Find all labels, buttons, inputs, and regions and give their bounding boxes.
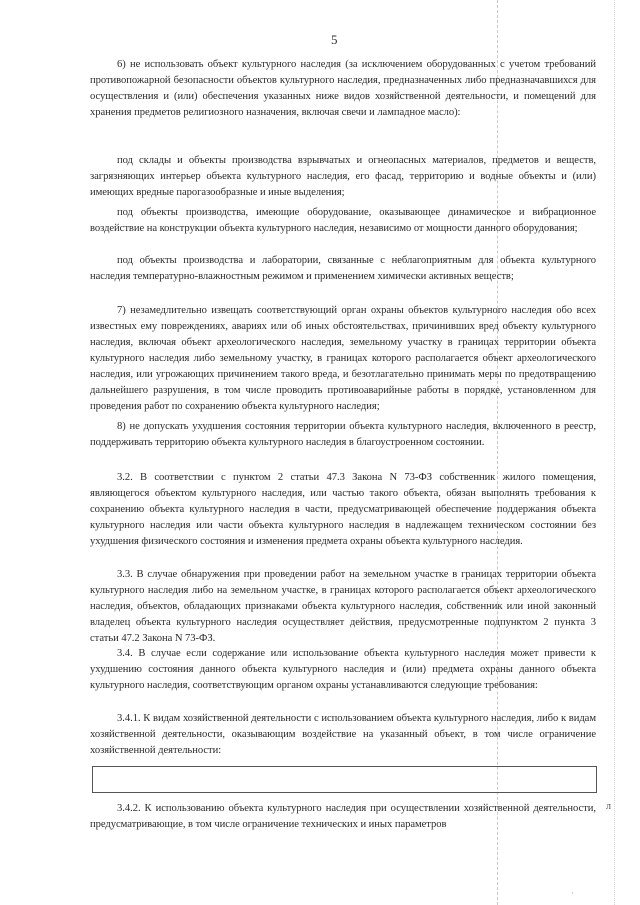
scan-dot-mark: · [571, 889, 574, 898]
restriction-text-field[interactable] [92, 766, 597, 793]
paragraph-production-objects: под объекты производства, имеющие оборудование, оказывающее динамическое и вибрационное воздействие на конструкции объекта культурного наследия, независимо от мощности данного оборудования; [90, 207, 596, 234]
paragraph-3-4-1: 3.4.1. К видам хозяйственной деятельности с использованием объекта культурного наследия, либо к видам хозяйственной деятельности, оказывающим воздействие на указанный объект, в том числе ограничение хозяйственной деятельности: [90, 713, 596, 756]
paragraph-3-4-2: 3.4.2. К использованию объекта культурного наследия при осуществлении хозяйственной деятельности, предусматривающие, в том числе ограничение технических и иных параметров [90, 803, 596, 830]
margin-mark: л [606, 801, 611, 812]
paragraph-3-3: 3.3. В случае обнаружения при проведении работ на земельном участке в границах территории объекта культурного наследия либо на земельном участке, в границах которого располагается объект археологического наследия, объектов, обладающих признаками объекта культурного наследия, собственник или иной законный владелец объекта культурного наследия осуществляет действия, предусмотренные подпунктом 2 пункта 3 статьи 47.2 Закона N 73-ФЗ. [90, 569, 596, 644]
paragraph-item-6: 6) не использовать объект культурного наследия (за исключением оборудованных с учетом требований противопожарной безопасности объектов культурного наследия, предназначенных либо предназначавшихся для осуществления и (или) обеспечения указанных ниже видов хозяйственной деятельности, и помещений для хранения предметов религиозного назначения, включая свечи и лампадное масло): [90, 59, 596, 118]
paragraph-3-2: 3.2. В соответствии с пунктом 2 статьи 47.3 Закона N 73-ФЗ собственник жилого помещения, являющегося объектом культурного наследия, или частью такого объекта, обязан выполнять требования к сохранению объекта культурного наследия в части, предусматривающей обеспечение поддержания объекта культурного наследия или части объекта культурного наследия в надлежащем техническом состоянии без ухудшения физического состояния и изменения предмета охраны объекта культурного наследия. [90, 472, 596, 547]
page-number: 5 [331, 32, 338, 47]
scan-edge-line [614, 0, 615, 905]
paragraph-warehouses: под склады и объекты производства взрывчатых и огнеопасных материалов, предметов и веществ, загрязняющих интерьер объекта культурного наследия, его фасад, территорию и водные объекты и (или) имеющих вредные парогазообразные и иные выделения; [90, 155, 596, 198]
paragraph-item-7: 7) незамедлительно извещать соответствующий орган охраны объектов культурного наследия обо всех известных ему повреждениях, авариях или об иных обстоятельствах, причинивших вред объекту культурного наследия, включая объект археологического наследия, земельному участку в границах территории объекта культурного наследия либо земельному участку, в границах которого располагается объект археологического наследия, или угрожающих причинением такого вреда, и безотлагательно принимать меры по предотвращению дальнейшего разрушения, в том числе проводить противоаварийные работы в порядке, установленном для проведения работ по сохранению объекта культурного наследия; [90, 305, 596, 412]
paragraph-item-8: 8) не допускать ухудшения состояния территории объекта культурного наследия, включенного в реестр, поддерживать территорию объекта культурного наследия в благоустроенном состоянии. [90, 421, 596, 448]
paragraph-3-4: 3.4. В случае если содержание или использование объекта культурного наследия может привести к ухудшению состояния данного объекта культурного наследия и (или) предмета охраны данного объекта культурного наследия, соответствующим органом охраны устанавливаются следующие требования: [90, 648, 596, 691]
paragraph-laboratories: под объекты производства и лаборатории, связанные с неблагоприятным для объекта культурного наследия температурно-влажностным режимом и применением химически активных веществ; [90, 255, 596, 282]
